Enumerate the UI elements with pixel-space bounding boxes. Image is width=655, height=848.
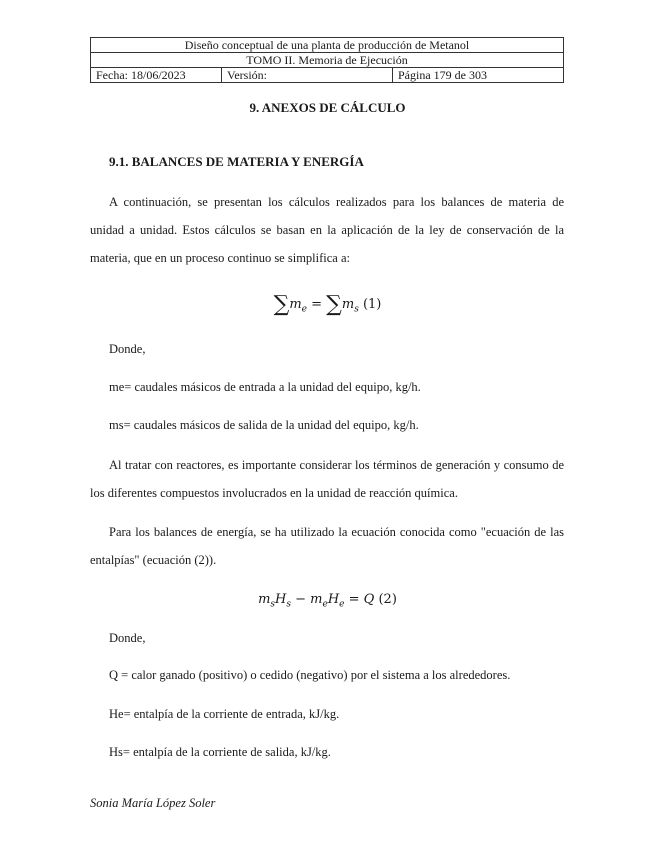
header-fecha: Fecha: 18/06/2023: [91, 68, 222, 83]
eq2-equals: =: [344, 592, 364, 607]
header-pagina: Página 179 de 303: [393, 68, 564, 83]
donde-label-2: Donde,: [109, 631, 146, 645]
eq1-sub-e: e: [301, 304, 307, 315]
eq2-m: m: [258, 592, 271, 607]
donde-label-1: Donde,: [109, 342, 146, 356]
reactores-text: Al tratar con reactores, es importante considerar los términos de generación y consumo de los diferentes compuestos involucrados en la unidad de reacción química.: [90, 458, 564, 500]
eq1-m-term: m: [341, 297, 355, 312]
eq2-H: H: [275, 592, 287, 607]
ms-definition: ms= caudales másicos de salida de la unidad del equipo, kg/h.: [109, 418, 419, 432]
equation-1: [0, 292, 655, 317]
eq2-m: m: [310, 592, 323, 607]
sum-symbol: ∑: [326, 292, 342, 317]
header-tomo: TOMO II. Memoria de Ejecución: [91, 53, 564, 68]
q-definition: Q = calor ganado (positivo) o cedido (negativo) por el sistema a los alrededores.: [109, 668, 511, 682]
header-version: Versión:: [222, 68, 393, 83]
eq2-sub-e: e: [339, 599, 345, 610]
intro-text: A continuación, se presentan los cálculos realizados para los balances de materia de unidad a unidad. Estos cálculos se basan en la aplicación de la ley de conservación de la materia, que en un proceso continuo se simplifica a:: [90, 195, 564, 265]
eq2-sub-s: s: [270, 599, 276, 610]
footer-author: Sonia María López Soler: [90, 796, 216, 810]
eq2-number: (2): [378, 592, 397, 607]
document-header-table: [90, 37, 564, 83]
energia-paragraph: [90, 518, 564, 574]
eq2-sub-e: e: [322, 599, 328, 610]
eq1-sub-s: s: [354, 304, 359, 315]
intro-paragraph: [90, 188, 564, 272]
eq1-number: (1): [362, 297, 382, 312]
section-title: 9. ANEXOS DE CÁLCULO: [249, 100, 406, 115]
header-title: Diseño conceptual de una planta de producción de Metanol: [91, 38, 564, 53]
me-definition: me= caudales másicos de entrada a la unidad del equipo, kg/h.: [109, 380, 421, 394]
sum-symbol: ∑: [273, 292, 290, 317]
equation-2: [0, 592, 655, 610]
he-definition: He= entalpía de la corriente de entrada, kJ/kg.: [109, 707, 340, 721]
hs-definition: Hs= entalpía de la corriente de salida, kJ/kg.: [109, 745, 331, 759]
energia-text: Para los balances de energía, se ha utilizado la ecuación conocida como "ecuación de las entalpías" (ecuación (2)).: [90, 525, 564, 567]
eq2-minus: −: [291, 592, 311, 607]
eq2-H: H: [327, 592, 340, 607]
eq2-Q: Q: [363, 592, 375, 607]
reactores-paragraph: [90, 451, 564, 507]
eq2-sub-s: s: [286, 599, 291, 610]
eq1-equals: =: [306, 297, 327, 312]
eq1-m-term: m: [289, 297, 302, 312]
subsection-title: 9.1. BALANCES DE MATERIA Y ENERGÍA: [109, 154, 364, 169]
